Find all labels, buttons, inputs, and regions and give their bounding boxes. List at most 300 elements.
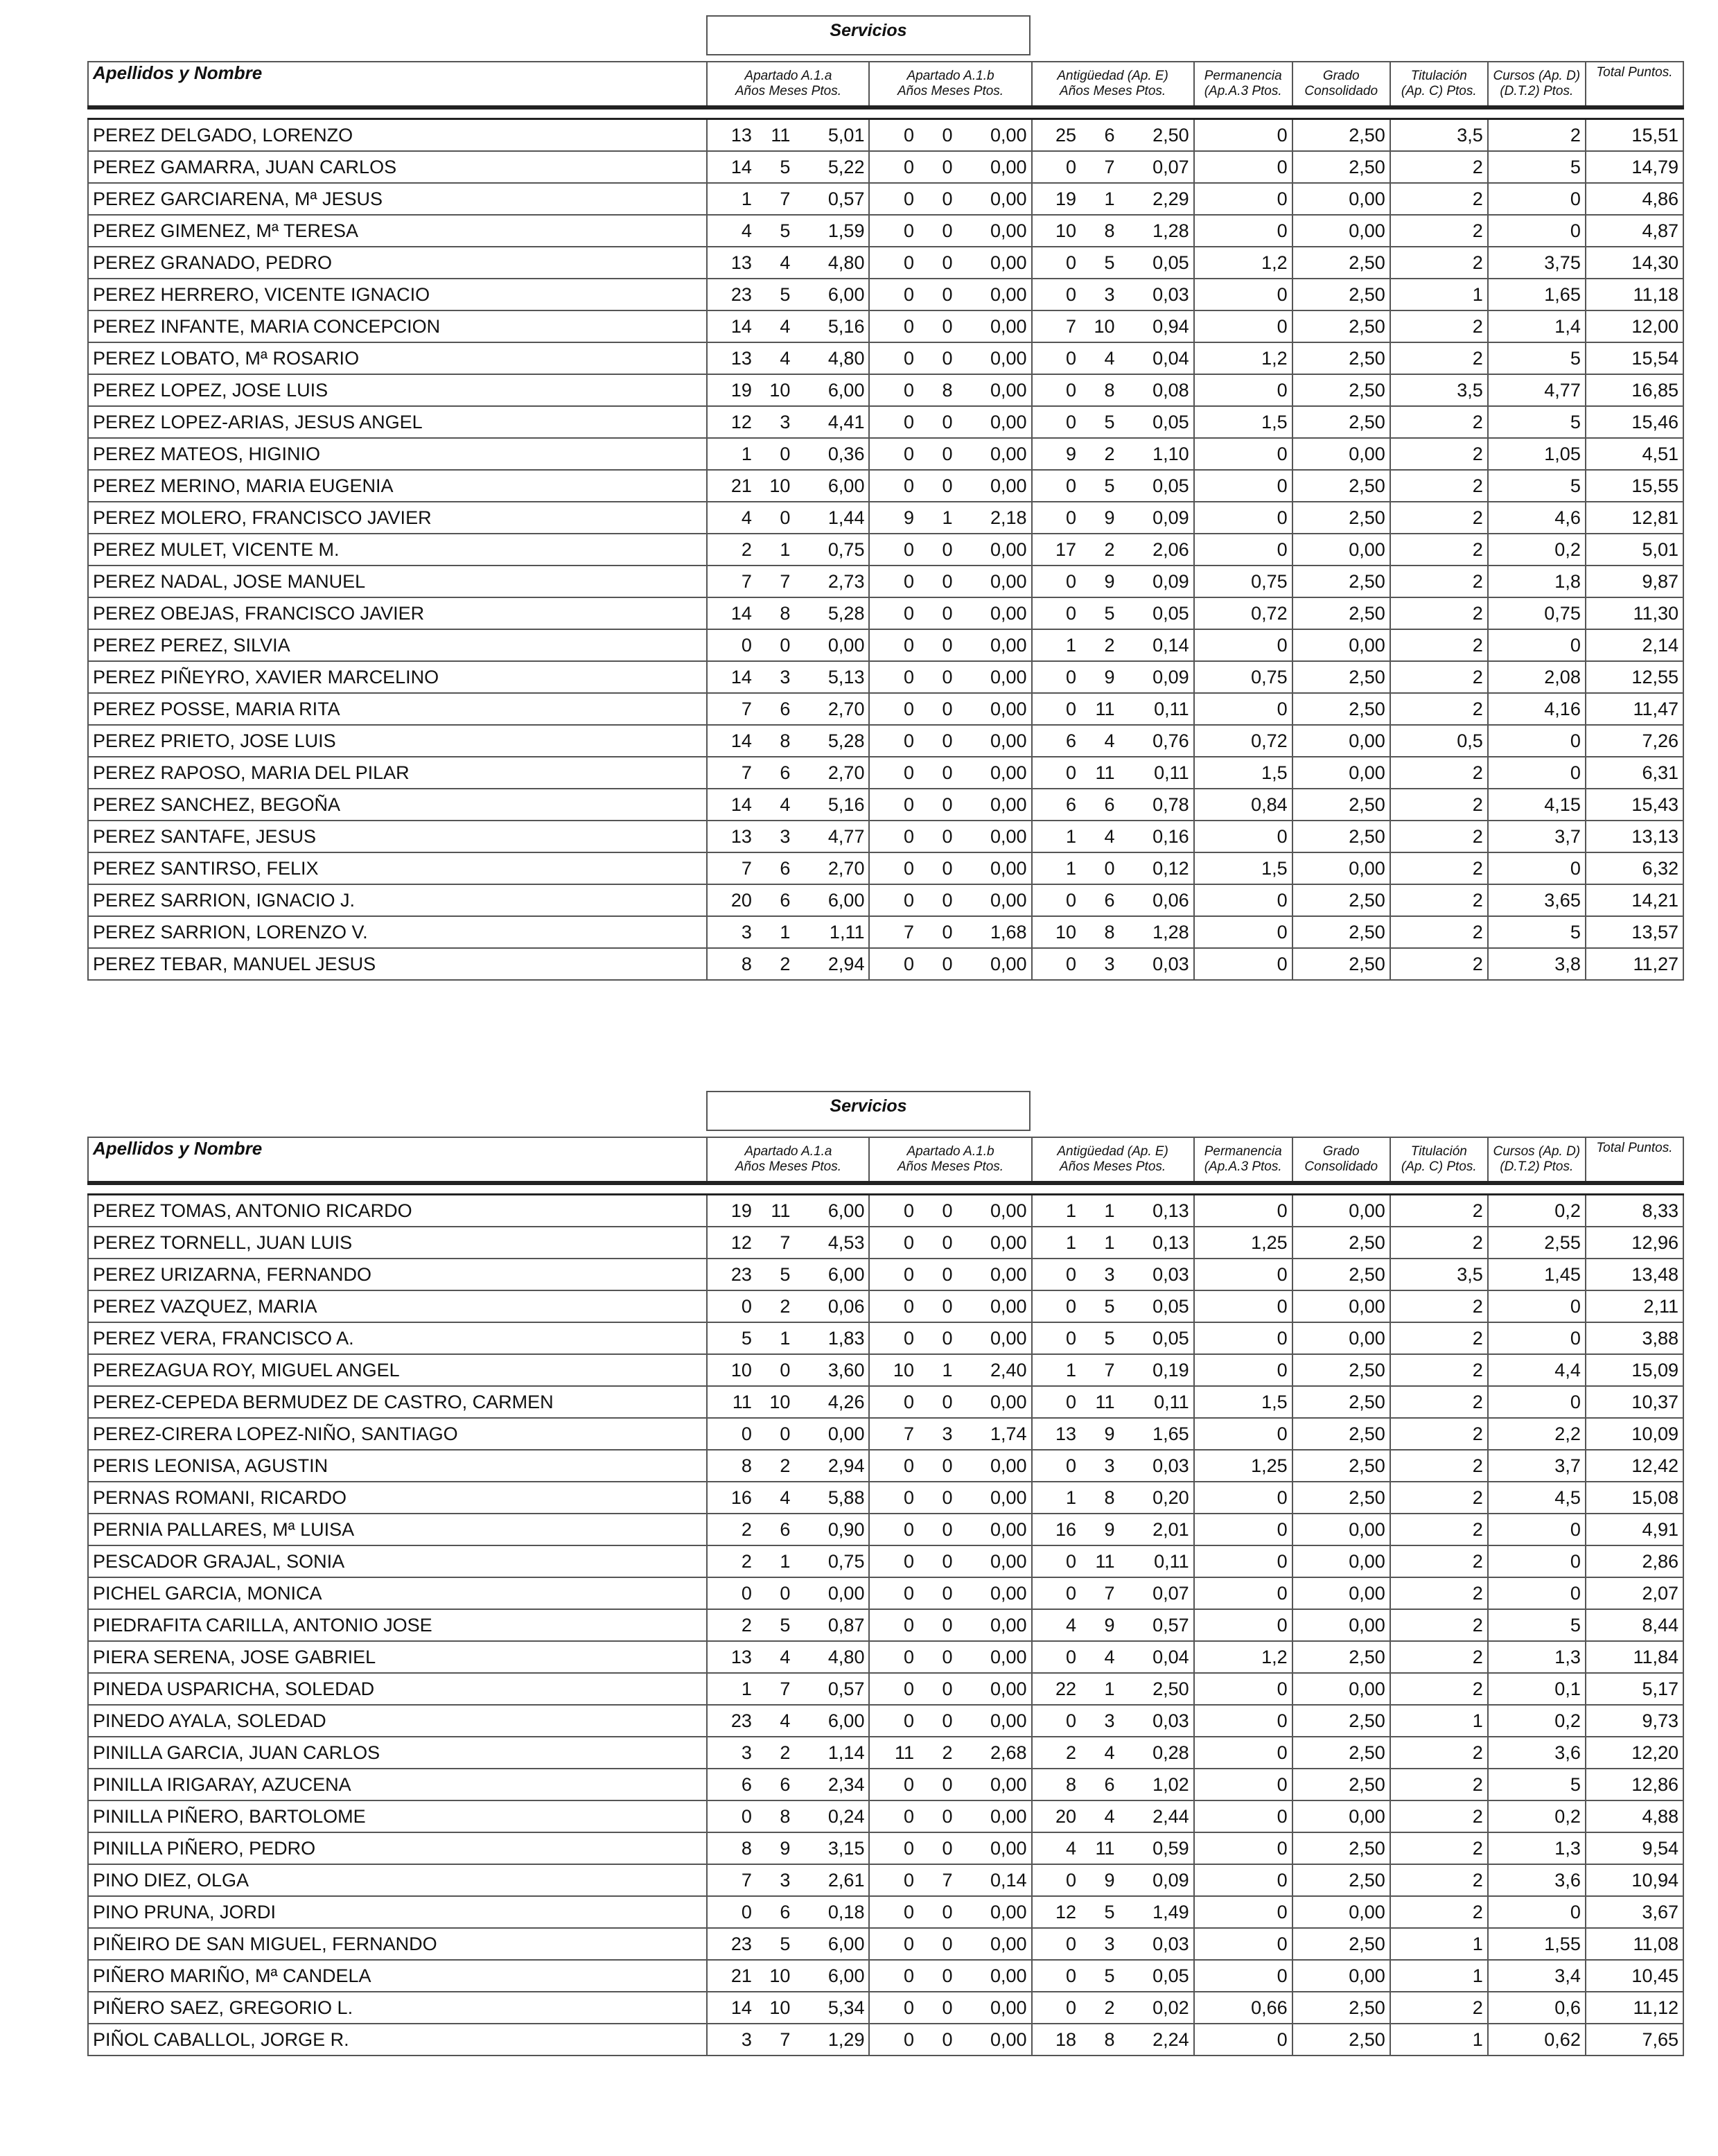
- cell-antiguedad: [1032, 1992, 1194, 2024]
- points-value: 0,05: [1152, 252, 1189, 273]
- points-value: 2,70: [827, 857, 865, 879]
- years-value: 7: [741, 1869, 752, 1891]
- cell-cursos: 1,3: [1488, 1832, 1586, 1864]
- months-value: 0: [942, 794, 953, 815]
- years-value: 12: [730, 411, 752, 432]
- cell-name: PEREZ PEREZ, SILVIA: [88, 629, 707, 661]
- months-value: 4: [1104, 825, 1115, 847]
- points-value: 0,00: [990, 1391, 1027, 1412]
- years-value: 0: [1066, 889, 1077, 911]
- months-value: 0: [942, 475, 953, 496]
- cell-total: 6,32: [1586, 852, 1683, 884]
- cell-grado: 2,50: [1292, 1641, 1390, 1673]
- points-value: 0,16: [1152, 825, 1189, 847]
- cell-grado: 0,00: [1292, 629, 1390, 661]
- cell-titulacion: 2: [1390, 1641, 1488, 1673]
- months-value: 6: [1104, 124, 1115, 146]
- years-value: 0: [903, 1263, 914, 1285]
- cell-titulacion: 2: [1390, 789, 1488, 821]
- years-value: 0: [1066, 762, 1077, 783]
- months-value: 6: [780, 889, 791, 911]
- years-value: 0: [903, 1805, 914, 1827]
- table-row: [88, 597, 1683, 629]
- points-value: 3,15: [827, 1837, 865, 1859]
- table-row: [88, 1896, 1683, 1928]
- points-value: 0,00: [990, 283, 1027, 305]
- months-value: 0: [942, 1295, 953, 1317]
- cell-apartado-a1a: [707, 1386, 869, 1418]
- months-value: 9: [1104, 507, 1115, 528]
- months-value: 0: [942, 953, 953, 974]
- months-value: 10: [1094, 315, 1115, 337]
- cell-total: 3,67: [1586, 1896, 1683, 1928]
- years-value: 22: [1055, 1678, 1077, 1699]
- months-value: 3: [780, 411, 791, 432]
- cell-apartado-a1b: [869, 215, 1031, 247]
- cell-grado: 0,00: [1292, 1577, 1390, 1609]
- months-value: 5: [780, 220, 791, 241]
- months-value: 0: [942, 1487, 953, 1508]
- cell-antiguedad: [1032, 247, 1194, 279]
- points-value: 0,76: [1152, 730, 1189, 751]
- years-value: 9: [1066, 443, 1077, 464]
- points-value: 5,22: [827, 156, 865, 177]
- points-value: 0,00: [990, 634, 1027, 656]
- years-value: 7: [903, 1423, 914, 1444]
- cell-apartado-a1b: [869, 821, 1031, 852]
- months-value: 0: [942, 1678, 953, 1699]
- cell-permanencia: 0: [1194, 821, 1292, 852]
- months-value: 5: [1104, 1901, 1115, 1922]
- cell-name: PEREZ MOLERO, FRANCISCO JAVIER: [88, 502, 707, 534]
- cell-total: 4,88: [1586, 1800, 1683, 1832]
- cell-total: 10,37: [1586, 1386, 1683, 1418]
- cell-cursos: 3,8: [1488, 948, 1586, 980]
- months-value: 7: [1104, 156, 1115, 177]
- cell-grado: 2,50: [1292, 342, 1390, 374]
- cell-total: 11,08: [1586, 1928, 1683, 1960]
- points-value: 0,00: [990, 443, 1027, 464]
- cell-apartado-a1a: [707, 789, 869, 821]
- years-value: 0: [903, 953, 914, 974]
- years-value: 21: [730, 1965, 752, 1986]
- cell-name: PINEDO AYALA, SOLEDAD: [88, 1705, 707, 1737]
- cell-apartado-a1b: [869, 1737, 1031, 1769]
- points-value: 0,75: [827, 1550, 865, 1572]
- cell-name: PEREZ MERINO, MARIA EUGENIA: [88, 470, 707, 502]
- points-value: 0,00: [990, 857, 1027, 879]
- cell-name: PEREZ MULET, VICENTE M.: [88, 534, 707, 566]
- years-value: 0: [903, 188, 914, 209]
- cell-apartado-a1b: [869, 1418, 1031, 1450]
- months-value: 0: [942, 156, 953, 177]
- points-value: 0,00: [990, 315, 1027, 337]
- months-value: 6: [780, 698, 791, 719]
- points-value: 0,00: [990, 889, 1027, 911]
- cell-name: PEREZ-CEPEDA BERMUDEZ DE CASTRO, CARMEN: [88, 1386, 707, 1418]
- months-value: 10: [769, 475, 791, 496]
- points-value: 0,00: [990, 1805, 1027, 1827]
- years-value: 0: [903, 1327, 914, 1349]
- cell-apartado-a1b: [869, 1354, 1031, 1386]
- years-value: 0: [903, 156, 914, 177]
- points-value: 0,00: [990, 1997, 1027, 2018]
- points-value: 4,41: [827, 411, 865, 432]
- years-value: 7: [1066, 315, 1077, 337]
- points-value: 0,06: [1152, 889, 1189, 911]
- months-value: 0: [942, 602, 953, 624]
- years-value: 0: [1066, 1933, 1077, 1954]
- cell-grado: 0,00: [1292, 1545, 1390, 1577]
- cell-grado: 2,50: [1292, 1992, 1390, 2024]
- cell-total: 10,09: [1586, 1418, 1683, 1450]
- cell-antiguedad: [1032, 884, 1194, 916]
- points-value: 2,34: [827, 1773, 865, 1795]
- cell-titulacion: 2: [1390, 884, 1488, 916]
- months-value: 0: [942, 634, 953, 656]
- years-value: 6: [1066, 794, 1077, 815]
- months-value: 4: [1104, 730, 1115, 751]
- months-value: 11: [771, 124, 791, 146]
- months-value: 6: [780, 1773, 791, 1795]
- cell-name: PEREZ LOPEZ-ARIAS, JESUS ANGEL: [88, 406, 707, 438]
- table-row: [88, 852, 1683, 884]
- cell-apartado-a1b: [869, 2024, 1031, 2056]
- points-value: 0,20: [1152, 1487, 1189, 1508]
- points-value: 1,59: [827, 220, 865, 241]
- cell-name: PEREZ NADAL, JOSE MANUEL: [88, 566, 707, 597]
- years-value: 0: [741, 634, 752, 656]
- points-value: 2,61: [827, 1869, 865, 1891]
- cell-grado: 2,50: [1292, 1259, 1390, 1290]
- header-row: [88, 62, 1683, 107]
- months-value: 2: [1104, 1997, 1115, 2018]
- header-row: [88, 1137, 1683, 1183]
- months-value: 1: [1104, 1678, 1115, 1699]
- years-value: 0: [741, 1901, 752, 1922]
- months-value: 0: [942, 220, 953, 241]
- cell-cursos: 4,16: [1488, 693, 1586, 725]
- years-value: 3: [741, 921, 752, 943]
- cell-cursos: 0: [1488, 183, 1586, 215]
- cell-cursos: 3,4: [1488, 1960, 1586, 1992]
- table-row: [88, 1832, 1683, 1864]
- months-value: 5: [1104, 1327, 1115, 1349]
- table-row: [88, 1705, 1683, 1737]
- table-row: [88, 1386, 1683, 1418]
- cell-antiguedad: [1032, 1705, 1194, 1737]
- years-value: 8: [741, 953, 752, 974]
- cell-apartado-a1a: [707, 151, 869, 183]
- years-value: 0: [903, 2028, 914, 2050]
- cell-cursos: 0,6: [1488, 1992, 1586, 2024]
- cell-total: 5,17: [1586, 1673, 1683, 1705]
- cell-titulacion: 2: [1390, 1737, 1488, 1769]
- cell-titulacion: 2: [1390, 183, 1488, 215]
- cell-antiguedad: [1032, 1577, 1194, 1609]
- cell-apartado-a1b: [869, 852, 1031, 884]
- table-row: [88, 1195, 1683, 1227]
- cell-antiguedad: [1032, 119, 1194, 152]
- points-value: 0,03: [1152, 1933, 1189, 1954]
- table-row: [88, 948, 1683, 980]
- months-value: 0: [942, 1200, 953, 1221]
- points-value: 1,11: [829, 921, 865, 943]
- cell-name: PIÑERO MARIÑO, Mª CANDELA: [88, 1960, 707, 1992]
- cell-apartado-a1b: [869, 183, 1031, 215]
- years-value: 0: [903, 1965, 914, 1986]
- points-value: 0,00: [990, 124, 1027, 146]
- months-value: 0: [942, 730, 953, 751]
- points-value: 2,18: [990, 507, 1027, 528]
- cell-apartado-a1b: [869, 247, 1031, 279]
- years-value: 0: [1066, 1295, 1077, 1317]
- cell-name: PEREZ TOMAS, ANTONIO RICARDO: [88, 1195, 707, 1227]
- cell-antiguedad: [1032, 629, 1194, 661]
- cell-cursos: 5: [1488, 151, 1586, 183]
- months-value: 6: [1104, 794, 1115, 815]
- cell-titulacion: 2: [1390, 852, 1488, 884]
- cell-antiguedad: [1032, 1482, 1194, 1514]
- cell-permanencia: 0: [1194, 1482, 1292, 1514]
- table-row: [88, 1800, 1683, 1832]
- cell-permanencia: 0: [1194, 948, 1292, 980]
- cell-cursos: 2,2: [1488, 1418, 1586, 1450]
- months-value: 1: [780, 921, 791, 943]
- cell-grado: 2,50: [1292, 1386, 1390, 1418]
- years-value: 7: [741, 698, 752, 719]
- points-value: 0,00: [990, 1550, 1027, 1572]
- cell-name: PESCADOR GRAJAL, SONIA: [88, 1545, 707, 1577]
- months-value: 8: [942, 379, 953, 401]
- cell-permanencia: 0: [1194, 1705, 1292, 1737]
- cell-permanencia: 0: [1194, 629, 1292, 661]
- points-value: 1,29: [827, 2028, 865, 2050]
- cell-permanencia: 0: [1194, 1832, 1292, 1864]
- cell-apartado-a1b: [869, 1769, 1031, 1800]
- cell-cursos: 0,1: [1488, 1673, 1586, 1705]
- cell-antiguedad: [1032, 534, 1194, 566]
- scores-table-1: [87, 61, 1684, 981]
- years-value: 4: [1066, 1837, 1077, 1859]
- months-value: 0: [780, 507, 791, 528]
- points-value: 0,07: [1152, 1582, 1189, 1604]
- cell-grado: 2,50: [1292, 310, 1390, 342]
- years-value: 6: [1066, 730, 1077, 751]
- months-value: 0: [942, 825, 953, 847]
- years-value: 0: [903, 1901, 914, 1922]
- cell-titulacion: 1: [1390, 1705, 1488, 1737]
- years-value: 9: [903, 507, 914, 528]
- points-value: 0,00: [990, 1518, 1027, 1540]
- cell-antiguedad: [1032, 310, 1194, 342]
- cell-total: 9,54: [1586, 1832, 1683, 1864]
- cell-cursos: 5: [1488, 406, 1586, 438]
- cell-apartado-a1b: [869, 757, 1031, 789]
- cell-apartado-a1b: [869, 789, 1031, 821]
- years-value: 16: [1055, 1518, 1077, 1540]
- cell-permanencia: 0: [1194, 2024, 1292, 2056]
- cell-apartado-a1a: [707, 1705, 869, 1737]
- months-value: 0: [942, 1805, 953, 1827]
- points-value: 5,13: [827, 666, 865, 687]
- cell-antiguedad: [1032, 1896, 1194, 1928]
- cell-titulacion: 2: [1390, 1514, 1488, 1545]
- months-value: 3: [1104, 283, 1115, 305]
- cell-grado: 0,00: [1292, 1960, 1390, 1992]
- points-value: 0,03: [1152, 1710, 1189, 1731]
- cell-total: 2,14: [1586, 629, 1683, 661]
- cell-grado: 0,00: [1292, 1673, 1390, 1705]
- years-value: 0: [903, 1582, 914, 1604]
- points-value: 0,04: [1152, 347, 1189, 369]
- header-cursos: Cursos (Ap. D) (D.T.2) Ptos.: [1488, 62, 1586, 107]
- table-row: [88, 916, 1683, 948]
- years-value: 2: [741, 1614, 752, 1636]
- cell-apartado-a1a: [707, 916, 869, 948]
- cell-total: 12,86: [1586, 1769, 1683, 1800]
- years-value: 1: [741, 1678, 752, 1699]
- cell-grado: 0,00: [1292, 438, 1390, 470]
- cell-antiguedad: [1032, 1514, 1194, 1545]
- months-value: 2: [780, 1455, 791, 1476]
- points-value: 4,80: [827, 252, 865, 273]
- cell-permanencia: 0: [1194, 534, 1292, 566]
- points-value: 0,06: [827, 1295, 865, 1317]
- years-value: 14: [730, 730, 752, 751]
- cell-titulacion: 2: [1390, 438, 1488, 470]
- months-value: 0: [942, 1965, 953, 1986]
- cell-apartado-a1a: [707, 502, 869, 534]
- months-value: 8: [1104, 1487, 1115, 1508]
- header-antiguedad: Antigüedad (Ap. E) Años Meses Ptos.: [1032, 1137, 1194, 1183]
- points-value: 0,03: [1152, 283, 1189, 305]
- points-value: 0,00: [990, 825, 1027, 847]
- years-value: 1: [1066, 634, 1077, 656]
- points-value: 0,00: [827, 634, 865, 656]
- years-value: 3: [741, 2028, 752, 2050]
- points-value: 0,00: [990, 794, 1027, 815]
- years-value: 19: [730, 379, 752, 401]
- points-value: 5,28: [827, 602, 865, 624]
- months-value: 7: [1104, 1582, 1115, 1604]
- header-antiguedad: Antigüedad (Ap. E) Años Meses Ptos.: [1032, 62, 1194, 107]
- cell-titulacion: 2: [1390, 1864, 1488, 1896]
- months-value: 0: [780, 1582, 791, 1604]
- cell-name: PIERA SERENA, JOSE GABRIEL: [88, 1641, 707, 1673]
- months-value: 1: [1104, 1200, 1115, 1221]
- cell-apartado-a1b: [869, 1290, 1031, 1322]
- months-value: 9: [1104, 1423, 1115, 1444]
- months-value: 0: [1104, 857, 1115, 879]
- months-value: 5: [1104, 411, 1115, 432]
- cell-apartado-a1b: [869, 406, 1031, 438]
- cell-permanencia: 1,25: [1194, 1450, 1292, 1482]
- cell-cursos: 3,7: [1488, 821, 1586, 852]
- cell-total: 14,21: [1586, 884, 1683, 916]
- points-value: 0,00: [990, 570, 1027, 592]
- cell-total: 9,73: [1586, 1705, 1683, 1737]
- months-value: 8: [1104, 921, 1115, 943]
- points-value: 0,00: [990, 252, 1027, 273]
- points-value: 0,00: [990, 1582, 1027, 1604]
- cell-cursos: 0: [1488, 1322, 1586, 1354]
- cell-apartado-a1a: [707, 1290, 869, 1322]
- years-value: 23: [730, 283, 752, 305]
- table-row: [88, 789, 1683, 821]
- years-value: 0: [903, 666, 914, 687]
- table-row: [88, 215, 1683, 247]
- cell-total: 3,88: [1586, 1322, 1683, 1354]
- cell-cursos: 2,55: [1488, 1227, 1586, 1259]
- points-value: 4,53: [827, 1232, 865, 1253]
- cell-titulacion: 2: [1390, 247, 1488, 279]
- months-value: 3: [1104, 1455, 1115, 1476]
- years-value: 0: [1066, 1869, 1077, 1891]
- points-value: 4,80: [827, 347, 865, 369]
- points-value: 0,09: [1152, 570, 1189, 592]
- points-value: 0,00: [990, 1295, 1027, 1317]
- cell-name: PINEDA USPARICHA, SOLEDAD: [88, 1673, 707, 1705]
- points-value: 0,00: [827, 1582, 865, 1604]
- table-row: [88, 2024, 1683, 2056]
- points-value: 2,01: [1152, 1518, 1189, 1540]
- years-value: 0: [903, 1869, 914, 1891]
- years-value: 0: [903, 1773, 914, 1795]
- cell-cursos: 0: [1488, 629, 1586, 661]
- cell-name: PEREZ SARRION, LORENZO V.: [88, 916, 707, 948]
- cell-grado: 2,50: [1292, 1705, 1390, 1737]
- years-value: 14: [730, 315, 752, 337]
- cell-cursos: 3,6: [1488, 1737, 1586, 1769]
- years-value: 2: [741, 1518, 752, 1540]
- cell-permanencia: 0: [1194, 1418, 1292, 1450]
- years-value: 1: [1066, 1359, 1077, 1381]
- cell-grado: 2,50: [1292, 406, 1390, 438]
- cell-titulacion: 2: [1390, 1227, 1488, 1259]
- years-value: 0: [1066, 953, 1077, 974]
- cell-total: 15,54: [1586, 342, 1683, 374]
- months-value: 7: [780, 2028, 791, 2050]
- cell-total: 7,26: [1586, 725, 1683, 757]
- points-value: 0,00: [990, 953, 1027, 974]
- cell-total: 14,79: [1586, 151, 1683, 183]
- months-value: 7: [780, 188, 791, 209]
- months-value: 10: [769, 379, 791, 401]
- months-value: 1: [780, 538, 791, 560]
- cell-titulacion: 3,5: [1390, 1259, 1488, 1290]
- cell-grado: 0,00: [1292, 1896, 1390, 1928]
- months-value: 0: [942, 698, 953, 719]
- months-value: 8: [780, 1805, 791, 1827]
- cell-total: 15,51: [1586, 119, 1683, 152]
- table-row: [88, 725, 1683, 757]
- points-value: 2,29: [1152, 188, 1189, 209]
- months-value: 5: [1104, 602, 1115, 624]
- points-value: 0,00: [990, 1646, 1027, 1667]
- cell-titulacion: 2: [1390, 1896, 1488, 1928]
- points-value: 0,00: [990, 698, 1027, 719]
- cell-antiguedad: [1032, 342, 1194, 374]
- years-value: 0: [741, 1582, 752, 1604]
- cell-antiguedad: [1032, 215, 1194, 247]
- cell-grado: 0,00: [1292, 1195, 1390, 1227]
- years-value: 0: [903, 762, 914, 783]
- cell-apartado-a1b: [869, 725, 1031, 757]
- cell-grado: 0,00: [1292, 1609, 1390, 1641]
- cell-permanencia: 0: [1194, 374, 1292, 406]
- points-value: 0,75: [827, 538, 865, 560]
